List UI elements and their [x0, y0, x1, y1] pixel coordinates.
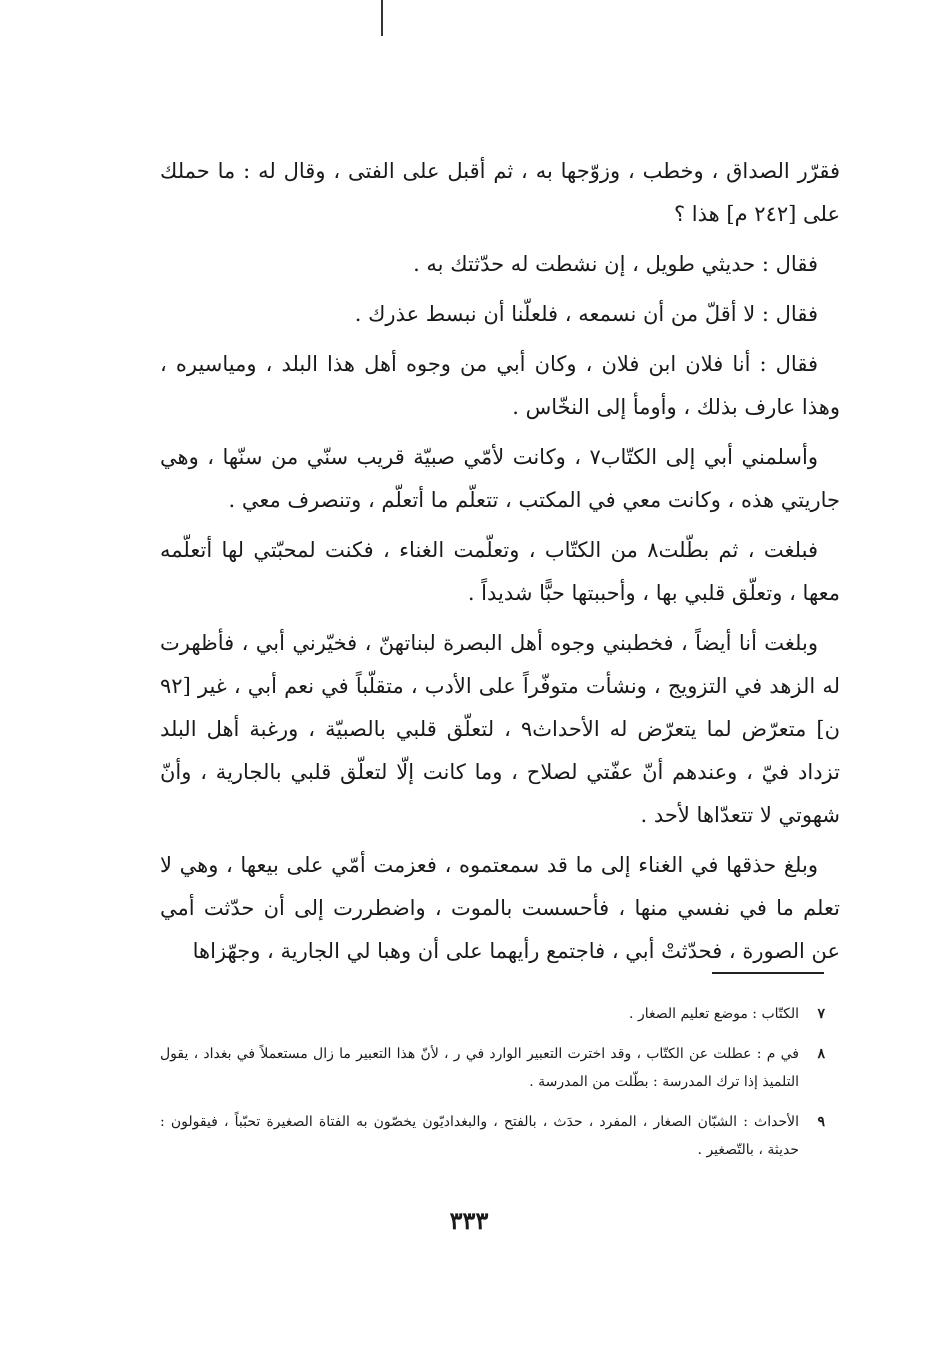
footnote-8: [160, 1040, 825, 1096]
paragraph-5: وأسلمني أبي إلى الكتّاب٧ ، وكانت لأمّي صبيّة قريب سنّي من سنّها ، وهي جاريتي هذه ، وكانت معي في المكتب ، تتعلّم ما أتعلّم ، وتنصرف معي .: [160, 445, 840, 512]
paragraph-2: فقال : حديثي طويل ، إن نشطت له حدّثتك به .: [413, 252, 818, 276]
paragraph-3: فقال : لا أقلّ من أن نسمعه ، فلعلّنا أن نبسط عذرك .: [354, 302, 818, 326]
paragraph-7: وبلغت أنا أيضاً ، فخطبني وجوه أهل البصرة لبناتهنّ ، فخيّرني أبي ، فأظهرت له الزهد في التزويج ، ونشأت متوفّراً على الأدب ، متقلّباً في نعم أبي ، غير [٩٢ ن] متعرّض لما يتعرّض له الأحداث٩ ، لتعلّق قلبي بالصبيّة ، ورغبة أهل البلد تزداد فيّ ، وعندهم أنّ عفّتي لصلاح ، وما كانت إلّا لتعلّق قلبي بالجارية ، وأنّ شهوتي لا تتعدّاها لأحد .: [160, 631, 840, 827]
paragraph-8: وبلغ حذقها في الغناء إلى ما قد سمعتموه ، فعزمت أمّي على بيعها ، وهي لا تعلم ما في نفسي منها ، فأحسست بالموت ، واضطررت إلى أن حدّثت أمي عن الصورة ، فحدّثتْ أبي ، فاجتمع رأيهما على أن وهبا لي الجارية ، وجهّزاها: [160, 853, 840, 963]
footnote-text: في م : عطلت عن الكتّاب ، وقد اخترت التعبير الوارد في ر ، لأنّ هذا التعبير ما زال مستعملاً في بغداد ، يقول التلميذ إذا ترك المدرسة : بطّلت من المدرسة .: [160, 1046, 799, 1090]
footnote-separator: [712, 972, 824, 974]
page-number: ٣٣٣: [449, 1206, 489, 1235]
footnote-7: [160, 1000, 825, 1028]
footnotes: [160, 1000, 825, 1176]
main-text-body: [160, 150, 840, 980]
footnote-number: ٩: [817, 1114, 825, 1130]
paragraph-6: فبلغت ، ثم بطّلت٨ من الكتّاب ، وتعلّمت الغناء ، فكنت لمحبّتي لها أتعلّمه معها ، وتعلّق قلبي بها ، وأحببتها حبًّا شديداً .: [160, 538, 840, 605]
top-margin-mark: [381, 0, 383, 36]
footnote-number: ٧: [817, 1006, 825, 1022]
paragraph-4: فقال : أنا فلان ابن فلان ، وكان أبي من وجوه أهل هذا البلد ، ومياسيره ، وهذا عارف بذلك ، وأومأ إلى النخّاس .: [160, 352, 840, 419]
footnote-9: [160, 1108, 825, 1164]
footnote-number: ٨: [817, 1046, 825, 1062]
paragraph-1: فقرّر الصداق ، وخطب ، وزوّجها به ، ثم أقبل على الفتى ، وقال له : ما حملك على [٢٤٢ م] هذا ؟: [160, 159, 840, 226]
footnote-text: الكتّاب : موضع تعليم الصغار .: [629, 1006, 799, 1022]
footnote-text: الأحداث : الشبّان الصغار ، المفرد ، حدَث ، بالفتح ، والبغداديّون يخصّون به الفتاة الصغيرة تحبّباً ، فيقولون : حديثة ، بالتّصغير .: [160, 1114, 799, 1158]
